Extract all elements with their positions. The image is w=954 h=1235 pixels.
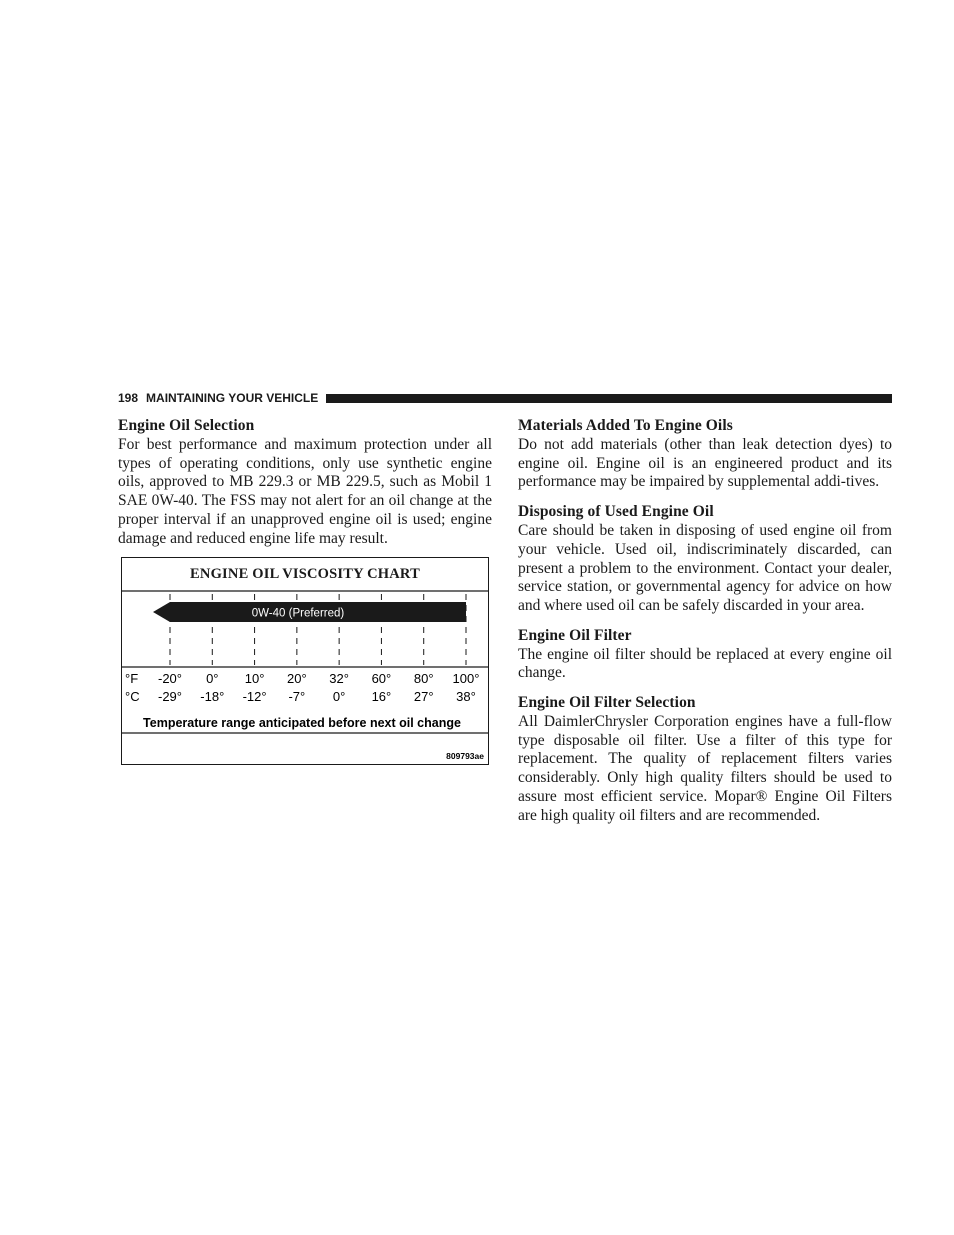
fahrenheit-tick-label: 32° [329,671,349,686]
page-number: 198 [118,391,139,405]
fahrenheit-tick-label: -20° [158,671,182,686]
celsius-tick-label: 16° [371,689,392,704]
celsius-tick-label: 27° [413,689,434,704]
section-title: MAINTAINING YOUR VEHICLE [146,391,319,405]
celsius-tick-label: -18° [200,689,225,704]
celsius-tick-label: 0° [332,689,346,704]
figure-id: 809793ae [446,751,484,761]
heading-oil-filter: Engine Oil Filter [518,626,632,644]
heading-oil-filter-selection: Engine Oil Filter Selection [518,694,696,712]
chart-title: ENGINE OIL VISCOSITY CHART [190,566,420,582]
fahrenheit-unit-label: °F [125,671,139,686]
paragraph-materials: Do not add materials (other than leak detection dyes) to engine oil. Engine oil is an engineered product and its performance may be impaired by supplemental addi-tives. [518,436,892,491]
fahrenheit-tick-label: 80° [413,671,434,686]
paragraph-oil-filter: The engine oil filter should be replaced at every engine oil change. [518,645,892,682]
fahrenheit-tick-label: 10° [244,671,265,686]
page-header [118,390,892,406]
chart-canvas [122,558,488,764]
celsius-unit-label: °C [125,689,140,704]
left-column [118,416,492,558]
heading-engine-oil-selection: Engine Oil Selection [118,417,255,434]
viscosity-chart [121,557,489,765]
chart-caption: Temperature range anticipated before next oil change [143,716,461,730]
heading-disposing: Disposing of Used Engine Oil [518,503,714,521]
fahrenheit-tick-label: 60° [371,671,392,686]
celsius-tick-label: -12° [242,689,267,704]
header-rule [326,394,892,403]
celsius-tick-label: -7° [288,689,306,704]
range-bar-label: 0W-40 (Preferred) [251,607,345,620]
fahrenheit-tick-label: 20° [287,671,307,686]
paragraph-engine-oil-selection: For best performance and maximum protection under all types of operating conditions, only use synthetic engine oils, approved to MB 229.3 or MB 229.5, such as Mobil 1 SAE 0W-40. The FSS may not alert for an oil change at the proper interval if an unapproved engine oil is used; engine damage and reduced engine life may result. [118,436,492,547]
right-column [518,416,892,835]
paragraph-disposing: Care should be taken in disposing of used engine oil from your vehicle. Used oil, indiscriminately discarded, can present a problem to the environment. Contact your dealer, service station, or governmental agency for advice on how and where used oil can be safely discarded in your area. [518,522,892,614]
paragraph-oil-filter-selection: All DaimlerChrysler Corporation engines have a full-flow type disposable oil filter. Use a filter of this type for replacement. The quality of replacement filters varies considerably. Only high quality filters should be used to assure most efficient service. Mopar® Engine Oil Filters are high quality oil filters and are recommended. [518,713,892,824]
celsius-tick-label: -29° [158,689,182,704]
heading-materials: Materials Added To Engine Oils [518,417,733,434]
fahrenheit-tick-label: 100° [452,671,480,686]
celsius-tick-label: 38° [456,689,476,704]
fahrenheit-tick-label: 0° [206,671,219,686]
